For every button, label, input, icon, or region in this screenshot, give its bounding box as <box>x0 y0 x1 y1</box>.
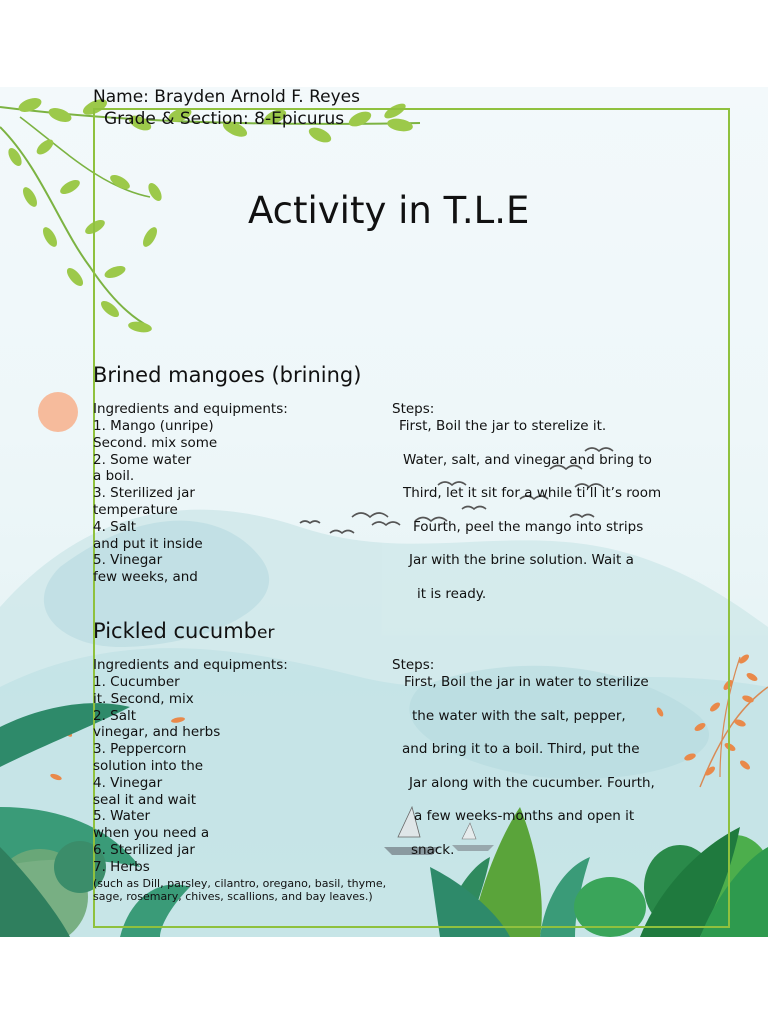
text-line: a boil. <box>93 468 135 485</box>
step-line <box>399 859 699 876</box>
step-line <box>399 536 699 553</box>
text-line: 3. Peppercorn <box>93 741 187 758</box>
step-line: First, Boil the jar in water to sterilize <box>404 674 649 690</box>
section-heading-pickled-cucumber <box>93 619 274 643</box>
step-line: First, Boil the jar to sterelize it. <box>399 418 607 434</box>
step-line: snack. <box>411 841 455 858</box>
step-line <box>399 435 699 452</box>
step-line: Jar with the brine solution. Wait a <box>409 552 634 569</box>
step-line: Water, salt, and vinegar and bring to <box>403 451 652 468</box>
herbs-note-line1: (such as Dill, parsley, cilantro, oregano, basil, thyme, <box>93 877 387 890</box>
section2-left-column <box>93 674 393 876</box>
text-line: when you need a <box>93 825 210 842</box>
text-line: and put it inside <box>93 535 203 552</box>
text-line: seal it and wait <box>93 791 197 808</box>
section2-right-column <box>399 674 699 876</box>
text-line: 1. Mango (unripe) <box>93 418 214 434</box>
step-line <box>399 691 699 708</box>
step-line <box>399 758 699 775</box>
document-page <box>0 87 768 937</box>
step-line: the water with the salt, pepper, <box>412 707 626 724</box>
herbs-note-line2: sage, rosemary, chives, scallions, and bay leaves.) <box>93 890 373 903</box>
text-line: 5. Vinegar <box>93 552 163 569</box>
step-line: it is ready. <box>417 585 487 602</box>
step-line <box>399 825 699 842</box>
step-line <box>399 569 699 586</box>
text-line: it. Second, mix <box>93 690 194 707</box>
section1-right-column <box>399 418 699 603</box>
heading-main: Pickled cucumb <box>93 619 258 643</box>
text-line: 7. Herbs <box>93 858 150 875</box>
text-line: temperature <box>93 501 178 518</box>
step-line <box>399 792 699 809</box>
step-line: Fourth, peel the mango into strips <box>413 518 644 535</box>
page-title: Activity in T.L.E <box>248 189 530 232</box>
heading-tail: er <box>257 623 275 643</box>
section1-left-column <box>93 418 393 586</box>
sun-icon <box>38 392 78 432</box>
step-line: and bring it to a boil. Third, put the <box>402 741 640 758</box>
grade-section: Grade & Section: 8-Epicurus <box>104 109 345 129</box>
ingredients-label: Ingredients and equipments: <box>93 401 288 417</box>
steps-label: Steps: <box>392 657 435 673</box>
step-line <box>399 468 699 485</box>
text-line: 4. Vinegar <box>93 774 163 791</box>
text-line: 2. Some water <box>93 451 192 468</box>
student-name: Name: Brayden Arnold F. Reyes <box>93 87 360 107</box>
text-line: 1. Cucumber <box>93 674 180 690</box>
text-line: vinegar, and herbs <box>93 724 221 741</box>
text-line: 4. Salt <box>93 518 137 535</box>
step-line <box>399 724 699 741</box>
text-line: 6. Sterilized jar <box>93 841 195 858</box>
ingredients-label: Ingredients and equipments: <box>93 657 288 673</box>
text-line: few weeks, and <box>93 569 198 586</box>
text-line: solution into the <box>93 757 204 774</box>
text-line: Second. mix some <box>93 434 218 451</box>
step-line <box>399 502 699 519</box>
section-heading-brined-mangoes: Brined mangoes (brining) <box>93 363 362 387</box>
step-line: Third, let it sit for a while ti’ll it’s room <box>403 485 662 502</box>
text-line: 3. Sterilized jar <box>93 485 195 502</box>
steps-label: Steps: <box>392 401 435 417</box>
text-line: 5. Water <box>93 808 151 825</box>
step-line: a few weeks-months and open it <box>414 808 635 825</box>
step-line: Jar along with the cucumber. Fourth, <box>409 774 655 791</box>
text-line: 2. Salt <box>93 707 137 724</box>
